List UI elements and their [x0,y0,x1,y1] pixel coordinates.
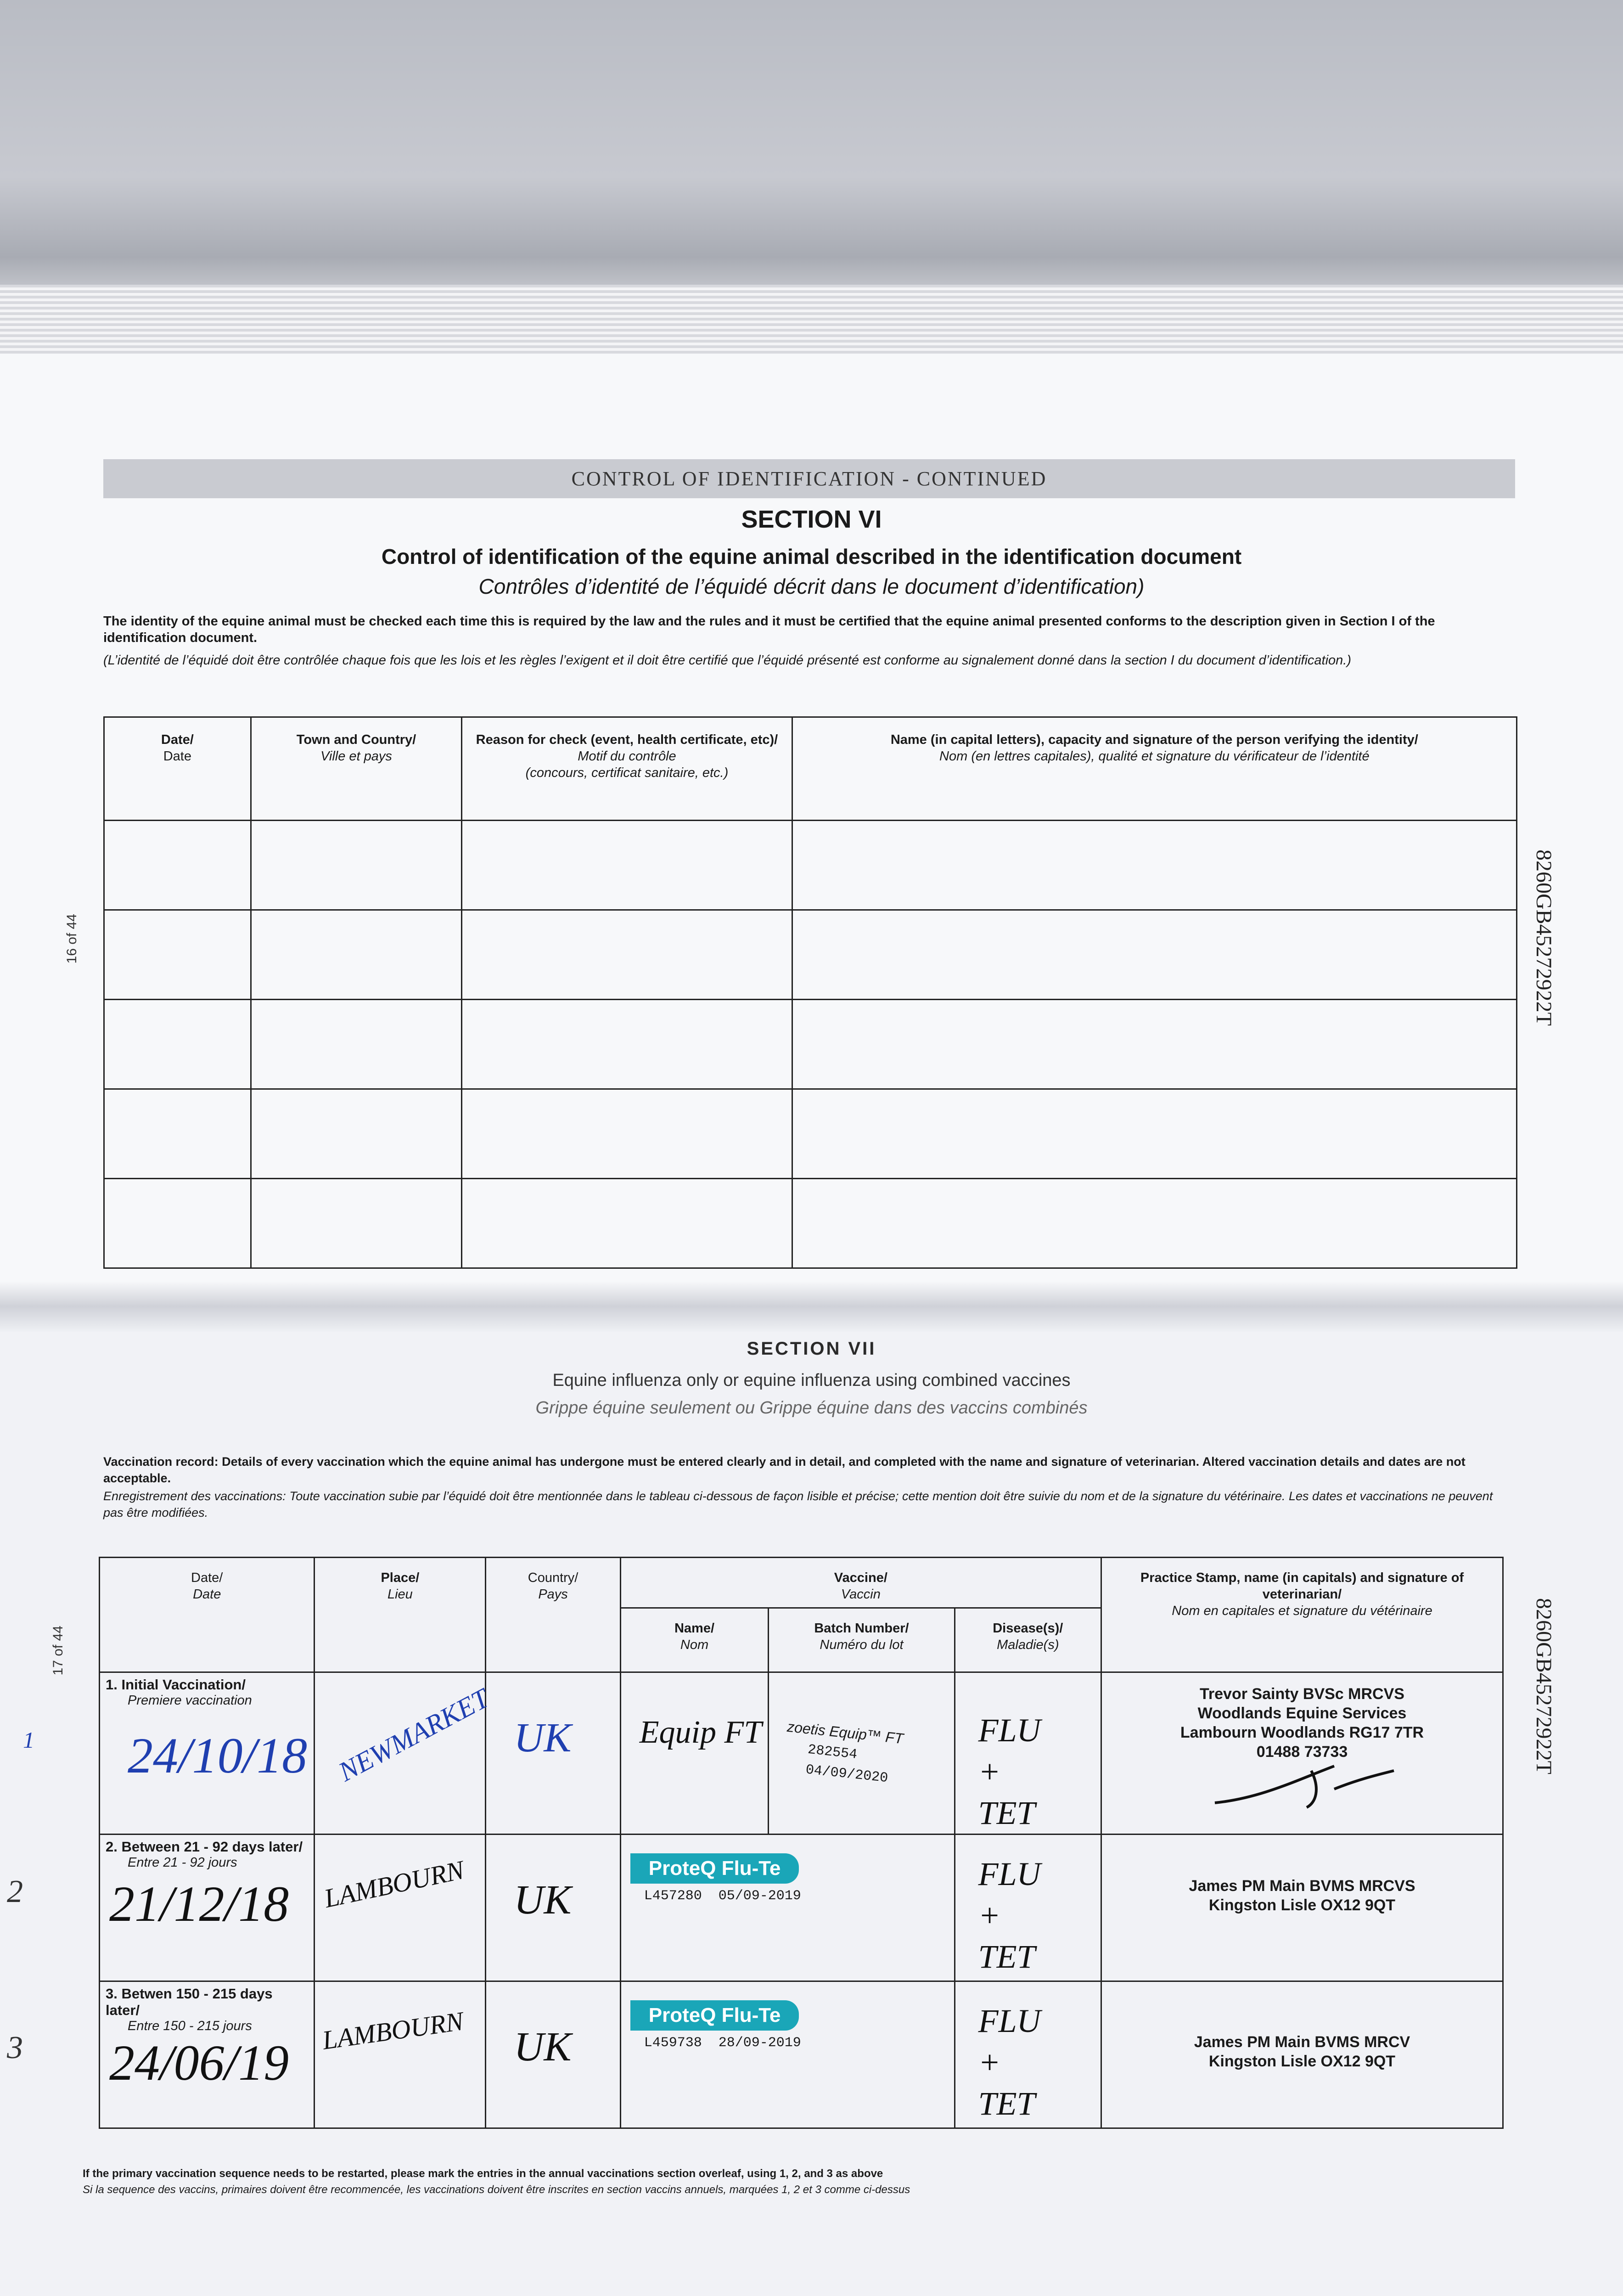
country-cell[interactable] [486,1981,620,2128]
cell[interactable] [792,821,1516,910]
section-vii-title: SECTION VII [747,1339,876,1359]
proteq-label: ProteQ Flu-Te [630,2000,799,2031]
cell[interactable] [462,910,792,1000]
vaccine-name-cell[interactable] [620,1672,769,1835]
stamp-line: Kingston Lisle OX12 9QT [1208,1896,1396,1914]
vet-signature [1206,1761,1398,1812]
handwritten-disease: FLU + TET [978,1856,1041,1975]
batch-exp: 28/09-2019 [718,2035,801,2051]
place-cell[interactable] [314,1672,494,1835]
stamp-line: 01488 73733 [1256,1743,1348,1761]
table-row [100,1981,1503,2128]
col-country: Country/ Pays [486,1558,620,1672]
table-row [100,1672,1503,1835]
handwritten-disease: FLU + TET [978,2003,1041,2122]
cell[interactable] [251,821,462,910]
intro-fr: (L’identité de l’équidé doit être contrôlée chaque fois que les lois et les règles l’exigent et il doit être certifié que l’équidé présenté est conforme au signalement donné dans la section I du document d’identification.) [103,653,1351,668]
col-vaccine: Vaccine/ Vaccin [620,1558,1101,1608]
margin-number-3: 3 [7,2030,23,2065]
date-cell[interactable]: 1. Initial Vaccination/ Premiere vaccination 24/10/18 [100,1672,314,1835]
cell[interactable] [251,910,462,1000]
handwritten-date: 24/06/19 [109,2035,289,2091]
handwritten-date: 21/12/18 [109,1876,289,1932]
handwritten-place: LAMBOURN [321,1855,467,1913]
handwritten-place: NEWMARKET [333,1683,494,1787]
vaccination-table [99,1557,1504,2129]
record-fr: Enregistrement des vaccinations: Toute vaccination subie par l’équidé doit être mentionnée dans le tableau ci-dessous de façon lisible et précise; cette mention doit être suivie du nom et de la signature du vétérinaire. Les dates et vaccinations ne peuvent pas être modifiées. [103,1489,1493,1519]
cell[interactable] [792,1000,1516,1089]
cell[interactable] [104,1179,251,1268]
page-number-17: 17 of 44 [51,1626,66,1676]
cell[interactable] [251,1179,462,1268]
handwritten-country: UK [514,1877,572,1923]
cell[interactable] [462,821,792,910]
page-number-16: 16 of 44 [64,914,79,964]
handwritten-country: UK [514,1715,572,1761]
identity-check-table [103,716,1517,1269]
batch-number: L459738 [644,2035,702,2051]
disease-cell[interactable] [955,1835,1101,1981]
passport-id-upper: 8260GB45272922T [1532,850,1556,1026]
handwritten-place: LAMBOURN [320,2006,466,2055]
table-row [104,1000,1517,1089]
page-fold [0,1281,1623,1332]
cell[interactable] [251,1089,462,1179]
col-vaccine-name: Name/ Nom [620,1608,769,1672]
stamp-line: Woodlands Equine Services [1197,1705,1407,1722]
handwritten-date: 24/10/18 [128,1728,308,1784]
cell[interactable] [462,1000,792,1089]
margin-number-1: 1 [23,1727,34,1753]
batch-cell[interactable] [769,1672,955,1835]
cell[interactable] [104,1000,251,1089]
batch-cell[interactable] [620,1835,955,1981]
batch-number: 282554 [807,1742,858,1763]
stamp-cell[interactable] [1101,1672,1503,1835]
table-row [104,1089,1517,1179]
col-batch: Batch Number/ Numéro du lot [769,1608,955,1672]
table-row [104,1179,1517,1268]
table-header-row [100,1558,1503,1608]
section-title: SECTION VI [741,506,882,533]
proteq-label: ProteQ Flu-Te [630,1853,799,1884]
col-reason: Reason for check (event, health certificate, etc)/ Motif du contrôle (concours, certificat sanitaire, etc.) [462,717,792,821]
date-cell[interactable]: 3. Betwen 150 - 215 days later/ Entre 150 - 215 jours 24/06/19 [100,1981,314,2128]
batch-brand: zoetis Equip™ FT [786,1718,904,1747]
col-date: Date/ Date [100,1558,314,1672]
page-edge [0,285,1623,354]
stamp-line: Lambourn Woodlands RG17 7TR [1180,1724,1424,1741]
table-row [104,821,1517,910]
col-place: Place/ Lieu [314,1558,486,1672]
handwritten-country: UK [514,2024,572,2070]
table-row [100,1835,1503,1981]
record-en: Vaccination record: Details of every vaccination which the equine animal has undergone must be entered clearly and in detail, and completed with the name and signature of veterinarian. Altered vaccination details and dates are not acceptable. [103,1455,1466,1485]
country-cell[interactable] [486,1835,620,1981]
handwritten-disease: FLU + TET [978,1712,1041,1831]
stamp-cell[interactable] [1101,1981,1503,2128]
stamp-line: Kingston Lisle OX12 9QT [1208,2053,1396,2070]
stamp-line: James PM Main BVMS MRCVS [1189,1877,1415,1895]
col-verifier: Name (in capital letters), capacity and signature of the person verifying the identity/ Nom (en lettres capitales), qualité et signature du vérificateur de l’identité [792,717,1516,821]
col-stamp: Practice Stamp, name (in capitals) and signature of veterinarian/ Nom en capitales et signature du vétérinaire [1101,1558,1503,1672]
disease-cell[interactable] [955,1672,1101,1835]
cell[interactable] [792,1089,1516,1179]
disease-cell[interactable] [955,1981,1101,2128]
col-town: Town and Country/ Ville et pays [251,717,462,821]
cell[interactable] [792,1179,1516,1268]
footer-en: If the primary vaccination sequence needs to be restarted, please mark the entries in the annual vaccinations section overleaf, using 1, 2, and 3 as above [83,2167,883,2180]
cell[interactable] [792,910,1516,1000]
cell[interactable] [104,1089,251,1179]
table-row [104,910,1517,1000]
cell[interactable] [251,1000,462,1089]
col-disease: Disease(s)/ Maladie(s) [955,1608,1101,1672]
cell[interactable] [104,821,251,910]
batch-number: L457280 [644,1888,702,1904]
col-date: Date/ Date [104,717,251,821]
header-band: CONTROL OF IDENTIFICATION - CONTINUED [103,459,1515,498]
cell[interactable] [104,910,251,1000]
batch-cell[interactable] [620,1981,955,2128]
section-vii-en: Equine influenza only or equine influenza using combined vaccines [552,1371,1071,1390]
cell[interactable] [462,1089,792,1179]
place-cell[interactable] [314,1981,486,2128]
stamp-cell[interactable] [1101,1835,1503,1981]
stamp-line: Trevor Sainty BVSc MRCVS [1200,1685,1404,1703]
place-cell[interactable] [314,1835,486,1981]
passport-id-lower: 8260GB45272922T [1532,1598,1556,1774]
section-subtitle-fr: Contrôles d’identité de l’équidé décrit dans le document d’identification) [478,574,1145,598]
stamp-line: James PM Main BVMS MRCV [1194,2033,1410,2051]
intro-en: The identity of the equine animal must be checked each time this is required by the law and the rules and it must be certified that the equine animal presented conforms to the description given in Section I of the identification document. [103,614,1435,645]
table-header-row [104,717,1517,821]
margin-number-2: 2 [7,1874,23,1909]
batch-exp: 04/09/2020 [805,1762,889,1787]
batch-exp: 05/09-2019 [718,1888,801,1904]
scanner-shadow [0,0,1623,321]
date-cell[interactable]: 2. Between 21 - 92 days later/ Entre 21 - 92 jours 21/12/18 [100,1835,314,1981]
country-cell[interactable] [486,1672,620,1835]
section-vii-fr: Grippe équine seulement ou Grippe équine dans des vaccins combinés [535,1398,1088,1418]
handwritten-vaccine-name: Equip FT [639,1715,762,1750]
cell[interactable] [462,1179,792,1268]
section-subtitle-en: Control of identification of the equine animal described in the identification document [381,545,1242,568]
footer-fr: Si la sequence des vaccins, primaires doivent être recommencée, les vaccinations doivent être inscrites en section vaccins annuels, marquées 1, 2 et 3 comme ci-dessus [83,2183,910,2196]
